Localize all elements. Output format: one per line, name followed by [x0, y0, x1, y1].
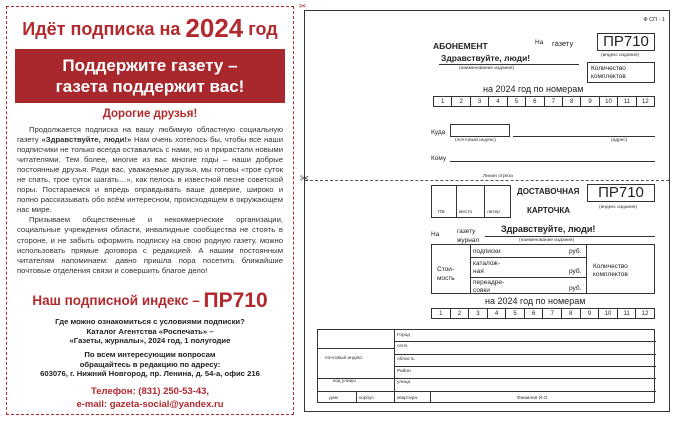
on-label: На — [535, 39, 544, 46]
paragraph-2: Призываем общественные и некоммерческие организации, социальные учреждения области, инвалидные сообщества не стоять в стороне, и не забыть оформить подписку на свою родную газету, можно использовать прямые договора с редакцией. А нашим постоянным читателям напоминаем: давно пришла пора посетить ближайшие почтовые отделения связи и совершить благое дело! — [17, 215, 283, 275]
liter-label: литер — [487, 210, 500, 215]
paper-name: «Здравствуйте, люди!» — [41, 135, 132, 145]
delivery-index-box[interactable]: ПР710 — [587, 184, 655, 202]
month-cell[interactable]: 10 — [599, 97, 617, 106]
redirect-row-label: переадре-совки — [473, 279, 505, 294]
district-label: Район — [397, 369, 411, 374]
month-cell[interactable]: 5 — [507, 97, 525, 106]
form-code: Ф СП - 1 — [643, 17, 665, 23]
where-line-3: «Газеты, журналы», 2024 год, 1 полугодие — [69, 336, 231, 346]
city-label: Город — [397, 333, 410, 338]
delivery-months-row — [432, 309, 654, 318]
contact-line-2: обращайтесь в редакцию по адресу: — [79, 359, 221, 369]
subscription-title: АБОНЕМЕНТ — [433, 41, 488, 51]
month-cell[interactable]: 6 — [524, 309, 543, 318]
month-cell[interactable]: 7 — [542, 309, 561, 318]
month-cell[interactable]: 8 — [562, 97, 580, 106]
address-caption: (адрес) — [611, 138, 628, 143]
address-table[interactable] — [317, 329, 655, 403]
where-line-2: Каталог Агентства «Роспечать» – — [86, 326, 214, 336]
delivery-name-caption: (наименование издания) — [519, 238, 575, 243]
index-line — [7, 289, 293, 313]
headline-year: 2024 — [185, 13, 244, 43]
cut-line — [305, 180, 669, 181]
where-line-1: Где можно ознакомиться с условиями подписки? — [55, 317, 245, 326]
street-label: улица — [397, 380, 411, 385]
catalog-info — [11, 317, 289, 346]
newspaper-journal-label: газету журнал — [457, 228, 480, 244]
headline-suffix: год — [248, 19, 278, 39]
contacts — [7, 385, 293, 411]
paper-name-field[interactable]: Здравствуйте, люди! — [441, 53, 531, 63]
month-cell[interactable]: 11 — [617, 97, 635, 106]
index-label: Наш подписной индекс – — [32, 293, 200, 308]
subscription-flyer — [6, 6, 294, 415]
village-label: село — [397, 344, 408, 349]
region-label: область — [397, 357, 415, 362]
month-cell[interactable]: 5 — [505, 309, 524, 318]
subscription-row-label: подписки — [473, 248, 501, 255]
catalog-row-label: каталож-ная — [473, 260, 500, 275]
rub-3: руб. — [569, 285, 582, 292]
banner — [15, 49, 285, 103]
quantity-label: Количество комплектов — [591, 65, 626, 80]
postal-index-caption: (почтовый индекс) — [455, 138, 497, 143]
delivery-on-label: На — [431, 231, 440, 238]
place-label: место — [459, 210, 473, 215]
contact-line-1: По всем интересующим вопросам — [84, 350, 216, 359]
month-cell[interactable]: 8 — [561, 309, 580, 318]
contact-info — [11, 350, 289, 379]
scissors-icon: ✂ — [300, 173, 310, 185]
email-link[interactable]: e-mail: gazeta-social@yandex.ru — [76, 399, 224, 410]
index-value: ПР710 — [203, 289, 268, 312]
delivery-index-caption: (индекс издания) — [599, 205, 638, 210]
house-label: дом — [329, 396, 338, 401]
delivery-title-1: ДОСТАВОЧНАЯ — [517, 187, 580, 196]
delivery-month-grid[interactable] — [431, 308, 655, 319]
month-cell[interactable]: 1 — [439, 311, 443, 317]
quantity-box[interactable] — [587, 62, 655, 83]
paragraph-1 — [17, 125, 283, 215]
postal-index-field[interactable] — [450, 124, 510, 137]
month-grid[interactable] — [433, 96, 655, 107]
postal-index-label: почтовый индекс — [325, 356, 363, 361]
index-box[interactable]: ПР710 — [597, 33, 655, 51]
flyer-headline — [7, 13, 293, 44]
month-cell[interactable]: 11 — [617, 309, 636, 318]
month-cell[interactable]: 2 — [451, 97, 469, 106]
flyer-body — [17, 125, 283, 276]
index-caption: (индекс издания) — [601, 53, 640, 58]
where-label: Куда — [431, 129, 446, 136]
scissors-icon: ✂ — [299, 1, 307, 11]
cut-line-label: Линия отреза — [483, 174, 513, 179]
newspaper-label: газету — [552, 39, 574, 48]
cost-label: Стои-мость — [437, 266, 455, 282]
building-label: корпус — [359, 396, 374, 401]
full-name-label: Фамилия И.О. — [517, 396, 549, 401]
month-cell[interactable]: 6 — [525, 97, 543, 106]
phone: Телефон: (831) 250-53-43, — [90, 386, 210, 397]
month-cell[interactable]: 1 — [441, 99, 445, 105]
month-cell[interactable]: 2 — [450, 309, 469, 318]
month-cell[interactable]: 9 — [580, 97, 598, 106]
month-cell[interactable]: 9 — [580, 309, 599, 318]
rub-2: руб. — [569, 268, 582, 275]
para1-start: Продолжается подписка на вашу любимую областную социальную газету — [17, 125, 283, 145]
headline-prefix: Идёт подписка на — [22, 19, 181, 39]
banner-line-1: Поддержите газету – — [62, 56, 238, 75]
month-cell[interactable]: 7 — [544, 97, 562, 106]
pv-label: ПВ — [438, 210, 445, 215]
month-cell[interactable]: 4 — [487, 309, 506, 318]
months-row — [434, 97, 654, 106]
para1-rest: Нам очень хотелось бы, чтобы все наши подписчики не только всегда оставались с нами, но и прирастали новыми читателями. Тем более, многие из вас многие годы – наши добрые постоянные друзья. Ради вас, уважаемые друзья, мы готовы «трое суток не спать, трое суток шагать…», как пелось в известной песне советской поры. Постараемся и впредь оправдывать ваше доверие, широко и полно рассказывать обо всём интересном, происходящем в окружающем нас мире. — [17, 135, 284, 215]
month-cell[interactable]: 3 — [470, 97, 488, 106]
month-cell[interactable]: 4 — [488, 97, 506, 106]
rub-1: руб. — [569, 248, 582, 255]
greeting: Дорогие друзья! — [102, 108, 198, 120]
street-code-label: код улицы — [333, 379, 356, 384]
year-line: на 2024 год по номерам — [483, 84, 584, 94]
month-cell[interactable]: 3 — [468, 309, 487, 318]
whom-label: Кому — [431, 155, 447, 162]
name-caption: (наименование издания) — [459, 66, 515, 71]
delivery-title-2: КАРТОЧКА — [527, 206, 571, 215]
delivery-paper-name[interactable]: Здравствуйте, люди! — [501, 224, 596, 234]
month-cell[interactable]: 12 — [636, 97, 654, 106]
month-cell[interactable]: 12 — [635, 309, 654, 318]
month-cell[interactable]: 10 — [598, 309, 617, 318]
delivery-quantity-label: Количество комплектов — [593, 263, 628, 278]
delivery-year-line: на 2024 год по номерам — [485, 296, 586, 306]
apartment-label: квартира — [397, 396, 418, 401]
address: 603076, г. Нижний Новгород, пр. Ленина, д. 54-а, офис 216 — [40, 369, 260, 379]
subscription-form — [304, 10, 670, 412]
banner-line-2: газета поддержит вас! — [55, 77, 245, 96]
